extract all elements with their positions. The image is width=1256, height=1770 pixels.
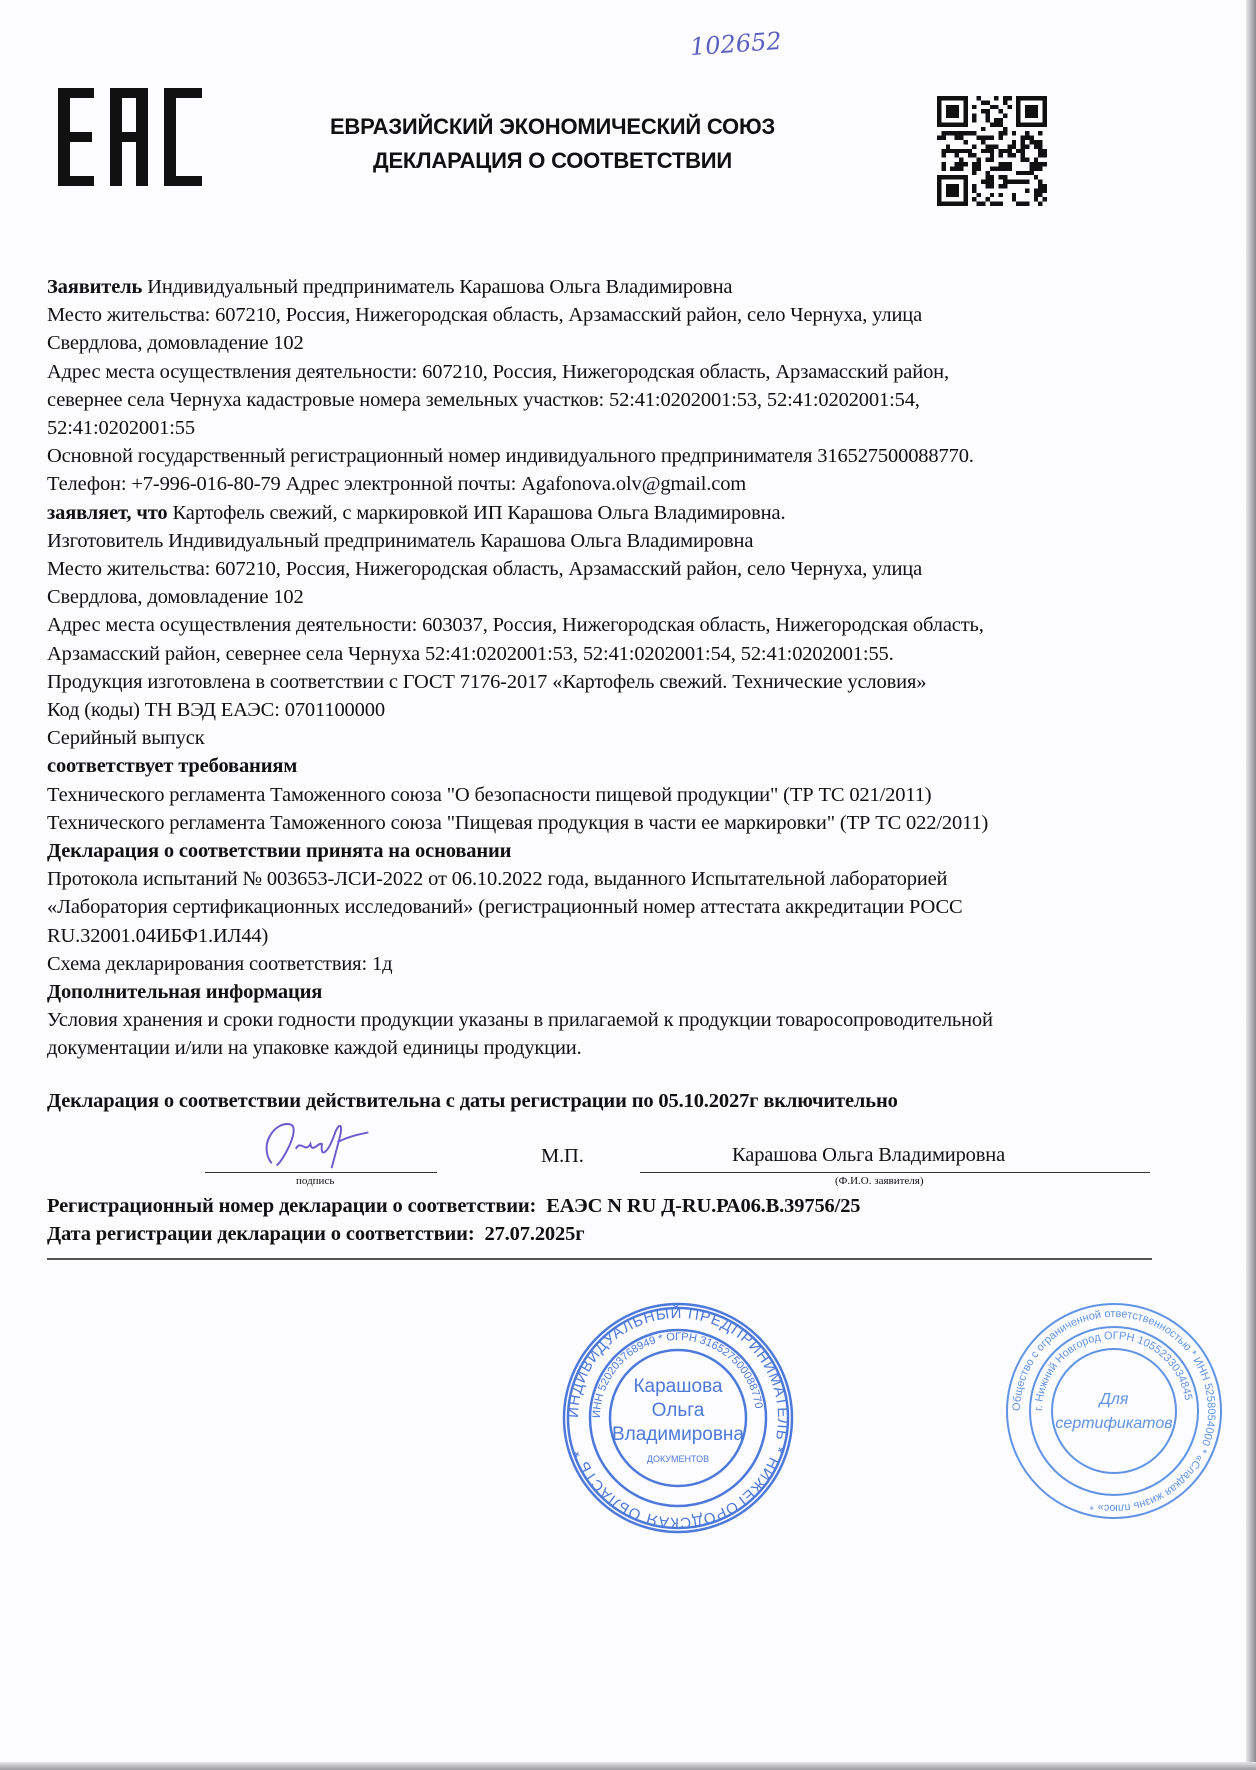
body-text: Индивидуальный предприниматель Карашова Ольга Владимировна bbox=[142, 276, 733, 298]
body-line bbox=[47, 329, 304, 357]
scan-edge-bottom bbox=[0, 1762, 1256, 1770]
signature-caption: подпись bbox=[296, 1175, 335, 1187]
body-heading: Дополнительная информация bbox=[47, 981, 323, 1003]
body-line bbox=[47, 1034, 582, 1062]
seal-place: М.П. bbox=[541, 1145, 584, 1167]
body-text: Картофель свежий, с маркировкой ИП Карашова Ольга Владимировна. bbox=[167, 501, 786, 524]
body-text: Код (коды) ТН ВЭД ЕАЭС: 0701100000 bbox=[47, 699, 385, 721]
body-text: документации и/или на упаковке каждой единицы продукции. bbox=[47, 1037, 582, 1060]
body-line bbox=[47, 358, 949, 386]
body-line bbox=[47, 555, 922, 583]
bottom-divider bbox=[47, 1258, 1152, 1260]
body-line bbox=[47, 273, 732, 301]
body-text: «Лаборатория сертификационных исследований» (регистрационный номер аттестата аккредитации РОСС bbox=[47, 896, 963, 919]
registration-date-row bbox=[47, 1220, 584, 1248]
body-text: Условия хранения и сроки годности продукции указаны в прилагаемой к продукции товаросопроводительной bbox=[47, 1009, 993, 1032]
body-line bbox=[47, 752, 297, 780]
seal-outer-text: ИНДИВИДУАЛЬНЫЙ ПРЕДПРИНИМАТЕЛЬ * НИЖЕГОРОДСКАЯ ОБЛАСТЬ * bbox=[564, 1304, 792, 1532]
validity-statement: Декларация о соответствии действительна с даты регистрации по 05.10.2027г включительно bbox=[47, 1090, 898, 1112]
registration-number-label: Регистрационный номер декларации о соответствии: bbox=[47, 1195, 537, 1217]
seal-inner-text: ИНН 520203768949 * ОГРН 316527500088770 bbox=[590, 1330, 765, 1419]
body-line bbox=[47, 583, 304, 611]
fio-line bbox=[640, 1172, 1150, 1173]
seal-small-text: ДОКУМЕНТОВ bbox=[646, 1454, 710, 1464]
registration-date: 27.07.2025г bbox=[484, 1223, 585, 1245]
body-line bbox=[47, 386, 920, 414]
body-line bbox=[47, 611, 984, 639]
company-seal bbox=[1003, 1300, 1225, 1522]
scan-edge-right bbox=[1246, 0, 1256, 1770]
company-seal-outer-text: Общество с ограниченной ответственностью * ИНН 5258054000 * «Сладкая жизнь плюс» * bbox=[1010, 1307, 1218, 1515]
body-line bbox=[47, 922, 268, 950]
body-text: Технического регламента Таможенного союза "О безопасности пищевой продукции" (ТР ТС 021/2011) bbox=[47, 783, 932, 806]
registration-date-label: Дата регистрации декларации о соответствии: bbox=[47, 1223, 475, 1245]
seal-center-line3: Владимировна bbox=[612, 1424, 744, 1445]
body-text: севернее села Чернуха кадастровые номера земельных участков: 52:41:0202001:53, 52:41:0202001:54, bbox=[47, 388, 920, 411]
body-heading: соответствует требованиям bbox=[47, 755, 298, 778]
body-line bbox=[47, 781, 932, 809]
registration-number-row bbox=[47, 1192, 860, 1220]
body-text: Продукция изготовлена в соответствии с ГОСТ 7176-2017 «Картофель свежий. Технические условия» bbox=[47, 670, 927, 693]
header-declaration: ДЕКЛАРАЦИЯ О СООТВЕТСТВИИ bbox=[372, 148, 733, 173]
applicant-seal bbox=[560, 1300, 796, 1536]
body-line bbox=[47, 837, 511, 865]
body-text: Свердлова, домовладение 102 bbox=[47, 586, 304, 609]
body-text: Изготовитель Индивидуальный предприниматель Карашова Ольга Владимировна bbox=[47, 529, 754, 552]
body-line bbox=[47, 696, 385, 724]
qr-code-icon bbox=[932, 96, 1052, 206]
fio-caption: (Ф.И.О. заявителя) bbox=[835, 1175, 924, 1187]
eac-logo bbox=[58, 88, 202, 186]
seal-center-line1: Карашова bbox=[633, 1376, 723, 1397]
body-text: Свердлова, домовладение 102 bbox=[47, 332, 304, 355]
body-heading: заявляет, что bbox=[47, 501, 168, 524]
body-text: Адрес места осуществления деятельности: 603037, Россия, Нижегородская область, Нижегородская область, bbox=[47, 614, 984, 637]
body-heading: Декларация о соответствии принята на основании bbox=[47, 840, 512, 862]
body-text: Схема декларирования соответствия: 1д bbox=[47, 952, 393, 975]
applicant-fio: Карашова Ольга Владимировна bbox=[732, 1144, 1006, 1166]
handwritten-number: 102652 bbox=[689, 26, 783, 62]
signature bbox=[250, 1115, 390, 1173]
body-line bbox=[47, 668, 926, 696]
registration-number: ЕАЭС N RU Д-RU.РА06.В.39756/25 bbox=[546, 1195, 861, 1217]
body-line bbox=[47, 527, 753, 555]
body-line bbox=[47, 499, 785, 527]
body-text: RU.32001.04ИБФ1.ИЛ44) bbox=[47, 924, 269, 947]
body-text: Технического регламента Таможенного союза "Пищевая продукция в части ее маркировки" (ТР ТС 022/2011) bbox=[47, 811, 989, 834]
body-line bbox=[47, 301, 922, 329]
body-line bbox=[47, 893, 963, 921]
body-line bbox=[47, 414, 195, 442]
body-line bbox=[47, 809, 988, 837]
body-line bbox=[47, 470, 746, 498]
body-line bbox=[47, 1006, 993, 1034]
body-text: Протокола испытаний № 003653-ЛСИ-2022 от 06.10.2022 года, выданного Испытательной лабораторией bbox=[47, 868, 948, 891]
company-seal-center-line2: сертификатов bbox=[1055, 1415, 1173, 1432]
body-text: 52:41:0202001:55 bbox=[47, 417, 195, 439]
body-line bbox=[47, 724, 205, 752]
company-seal-inner-text: г. Нижний Новгород ОГРН 1055233034845 bbox=[1032, 1329, 1195, 1412]
body-text: Серийный выпуск bbox=[47, 727, 205, 750]
body-line bbox=[47, 978, 322, 1006]
company-seal-center-line1: Для bbox=[1099, 1391, 1129, 1408]
body-text: Телефон: +7-996-016-80-79 Адрес электронной почты: Agafonova.olv@gmail.com bbox=[47, 473, 747, 496]
seal-center-line2: Ольга bbox=[651, 1400, 705, 1421]
header-union: ЕВРАЗИЙСКИЙ ЭКОНОМИЧЕСКИЙ СОЮЗ bbox=[329, 114, 776, 139]
body-line bbox=[47, 640, 894, 668]
signature-line bbox=[205, 1172, 437, 1173]
body-line bbox=[47, 865, 947, 893]
body-text: Место жительства: 607210, Россия, Нижегородская область, Арзамасский район, село Чернуха, улица bbox=[47, 558, 923, 580]
body-line bbox=[47, 950, 392, 978]
body-line bbox=[47, 442, 974, 470]
body-text: Основной государственный регистрационный номер индивидуального предпринимателя 316527500088770. bbox=[47, 445, 974, 468]
body-text: Арзамасский район, севернее села Чернуха 52:41:0202001:53, 52:41:0202001:54, 52:41:0202001:55. bbox=[47, 642, 894, 665]
body-text: Место жительства: 607210, Россия, Нижегородская область, Арзамасский район, село Чернуха, улица bbox=[47, 304, 923, 327]
body-heading: Заявитель bbox=[47, 276, 143, 298]
body-text: Адрес места осуществления деятельности: 607210, Россия, Нижегородская область, Арзамасский район, bbox=[47, 360, 949, 383]
